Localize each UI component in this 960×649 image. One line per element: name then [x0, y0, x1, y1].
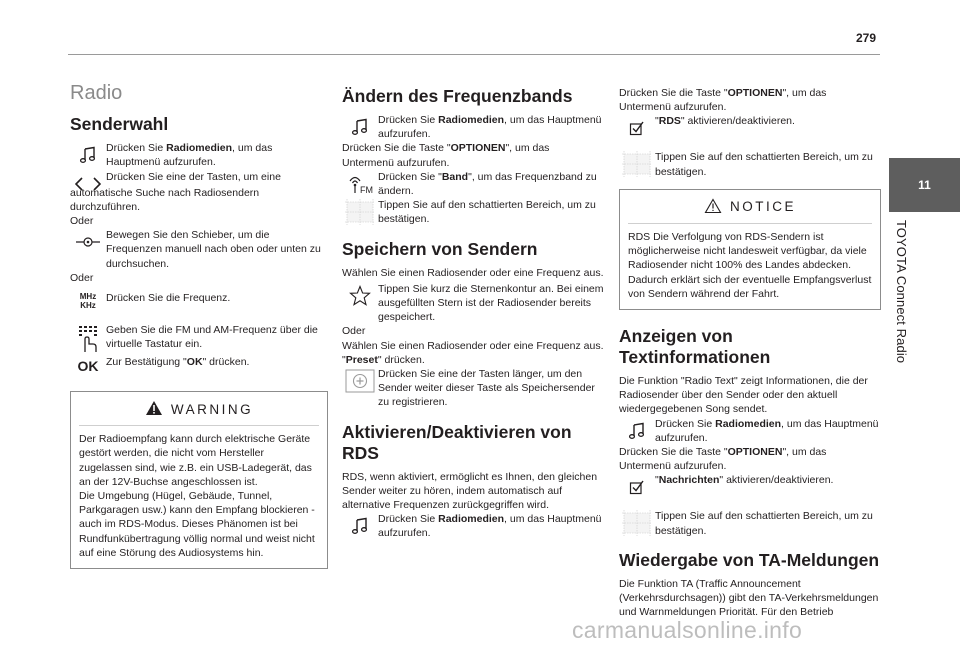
svg-text:FM: FM [360, 184, 373, 195]
shaded-area-icon [619, 509, 655, 537]
step-seek: Drücken Sie eine der Tasten, um eine [70, 170, 328, 198]
warning-box: WARNING Der Radioempfang kann durch elektrische Geräte gestört werden, die nicht vom Hersteller zugelassen sind, wie z.B. ein USB-Ladegerät, das an der 12V-Buchse angeschlossen ist. Die Umgebung (Hügel, Gebäude, Tunnel, Parkgaragen usw.) kann den Empfang blockieren - auch im RDS-Modus. Dieses Phänomen ist bei Rundfunkübertragung völlig normal und weist nicht auf eine Störung des Audiosystems hin. [70, 391, 328, 569]
step-slider: Bewegen Sie den Schieber, um die Frequenzen manuell nach oben oder unten zu durchsuchen. [70, 228, 328, 271]
notice-title: NOTICE [729, 199, 796, 215]
heading-band: Ändern des Frequenzbands [342, 86, 573, 106]
chapter-tab[interactable]: 11 [889, 158, 960, 212]
music-note-icon [342, 512, 378, 540]
music-note-icon [70, 141, 106, 169]
notice-box: NOTICE RDS Die Verfolgung von RDS-Sendern ist möglicherweise nicht landesweit verfügbar, da viele Radiosender nicht 100% des Landes abdecken. Dadurch erklärt sich der eventuelle Empfangsverlust von Sendern während der Fahrt. [619, 189, 881, 310]
step-radiomedien: Drücken Sie Radiomedien, um das Hauptmenü aufzurufen. [70, 141, 328, 169]
shaded-area-icon [619, 150, 655, 178]
heading-ta: Wiedergabe von TA-Meldungen [619, 549, 880, 570]
checkbox-icon [619, 473, 655, 501]
chapter-title: TOYOTA Connect Radio [894, 220, 909, 364]
music-note-icon [342, 113, 378, 141]
chapter-label [893, 220, 911, 410]
shaded-area-icon [342, 198, 378, 226]
column-1: Radio Senderwahl Drücken Sie Radiomedien, um das Hauptmenü aufzurufen. Drücken Sie eine der Tasten, um eine automatische Suche nach Radiosendern durchzuführen. Oder Bewegen Sie den Schieber, um die Frequenzen manuell nach oben oder unten zu durchsuchen. Oder MHz KHz Drücken Sie die Frequenz. Geben Sie die FM und AM-Frequenz über die virtuelle Tastatur ein. OK Zur Bestätigung "OK" drücken. WARNING Der Radioempfang kann durch elektrische Geräte gestört werden, die nicht vom Hersteller zugelassen sind, wie z.B. ein USB-Ladegerät, das an der 12V-Buchse angeschlossen ist. Die Umgebung (Hügel, Gebäude, Tunnel, Parkgaragen usw.) kann den Empfang blockieren - auch im RDS-Modus. Dieses Phänomen ist bei Rundfunkübertragung völlig normal und weist nicht auf eine Störung des Audiosystems hin. [70, 82, 328, 569]
checkbox-icon [619, 114, 655, 142]
header-rule [68, 54, 880, 55]
slider-icon [70, 228, 106, 256]
notice-icon [704, 198, 722, 217]
keypad-touch-icon [70, 323, 106, 355]
heading-textinfo: Anzeigen von Textinformationen [619, 326, 771, 368]
column-3: Drücken Sie die Taste "OPTIONEN", um das Untermenü aufzurufen. "RDS" aktivieren/deaktivieren. Tippen Sie auf den schattierten Bereich, um zu bestätigen. NOTICE RDS Die Verfolgung von RDS-Sendern ist möglicherweise nicht landesweit verfügbar, da viele Radiosender nicht 100% des Landes abdecken. Dadurch erklärt sich der eventuelle Empfangsverlust von Sendern während der Fahrt. Anzeigen von Textinformationen Die Funktion "Radio Text" zeigt Informationen, die der Radiosender über den Sender oder den aktuell wiedergegebenen Song sendet. Drücken Sie Radiomedien, um das Hauptmenü aufzurufen. Drücken Sie die Taste "OPTIONEN", um das Untermenü aufzurufen. "Nachrichten" aktivieren/deaktivieren. Tippen Sie auf den schattierten Bereich, um zu bestätigen. Wiedergabe von TA-Meldungen Die Funktion TA (Traffic Announcement (Verkehrsdurchsagen)) gibt den TA-Verkehrsmeldungen und Warnmeldungen Priorität. Für den Betrieb [619, 87, 880, 619]
add-preset-icon [342, 367, 378, 395]
music-note-icon [619, 417, 655, 445]
watermark: carmanualsonline.info [572, 617, 803, 643]
heading-save: Speichern von Sendern [342, 238, 538, 259]
warning-title: WARNING [170, 401, 254, 417]
radio-fm-icon [342, 170, 378, 198]
heading-senderwahl: Senderwahl [70, 114, 169, 135]
warning-icon [145, 400, 163, 419]
step-ok: OK Zur Bestätigung "OK" drücken. [70, 355, 328, 377]
page-number: 279 [855, 31, 876, 45]
step-keyboard: Geben Sie die FM und AM-Frequenz über die virtuelle Tastatur ein. [70, 323, 328, 355]
section-title-radio: Radio [70, 82, 123, 104]
star-outline-icon [342, 282, 378, 310]
mhz-khz-icon: MHz KHz [79, 292, 97, 311]
ok-icon: OK [77, 357, 99, 374]
heading-rds: Aktivieren/Deaktivieren von RDS [342, 421, 572, 463]
column-2: Ändern des Frequenzbands Drücken Sie Radiomedien, um das Hauptmenü aufzurufen. Drücken Sie die Taste "OPTIONEN", um das Untermenü aufzurufen. FM Drücken Sie "Band", um das Frequenzband zu ändern. Tippen Sie auf den schattierten Bereich, um zu bestätigen. Speichern von Sendern Wählen Sie einen Radiosender oder eine Frequenz aus. Tippen Sie kurz die Sternenkontur an. Bei einem ausgefüllten Stern ist der Radiosender bereits gespeichert. Oder Wählen Sie einen Radiosender oder eine Frequenz aus. "Preset" drücken. Drücken Sie eine der Tasten länger, um den Sender weiter dieser Taste als Speichersender zu registrieren. Aktivieren/Deaktivieren von RDS RDS, wenn aktiviert, ermöglicht es Ihnen, den gleichen Sender weiter zu hören, indem automatisch auf alternative Frequenzen zurückgegriffen wird. Drücken Sie Radiomedien, um das Hauptmenü aufzurufen. [342, 86, 604, 540]
step-frequency: MHz KHz Drücken Sie die Frequenz. [70, 287, 328, 315]
